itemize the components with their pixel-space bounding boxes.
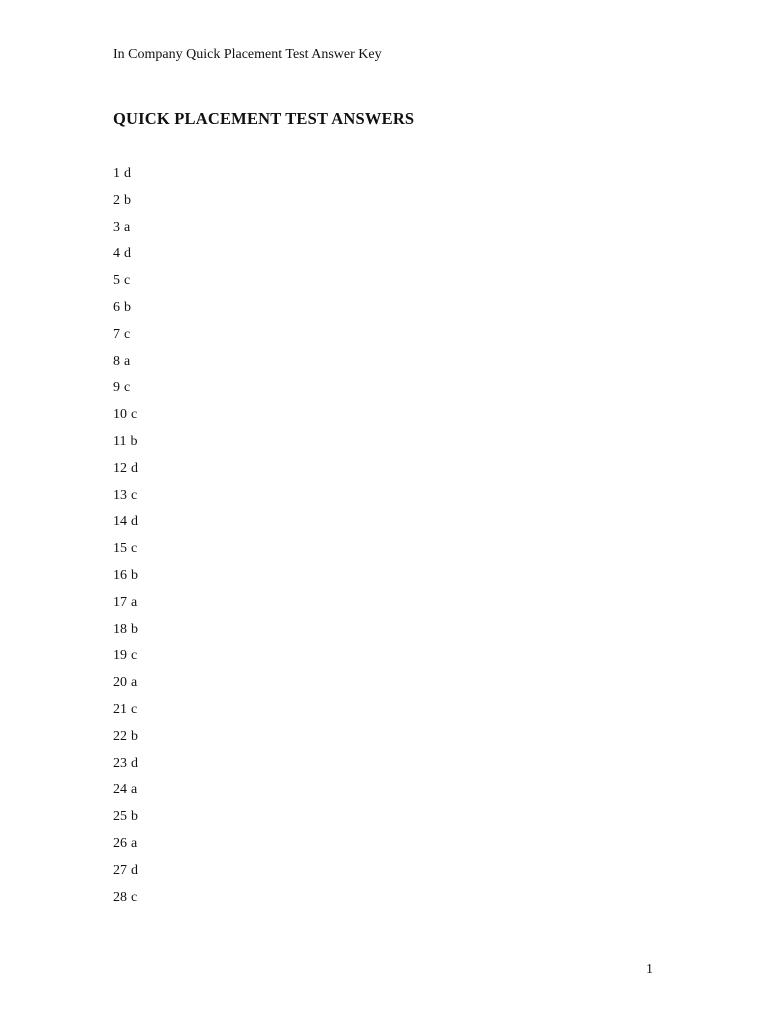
document-title: QUICK PLACEMENT TEST ANSWERS: [113, 109, 415, 128]
question-number: 7: [113, 326, 120, 342]
question-number: 1: [113, 166, 120, 181]
answer-letter: d: [124, 246, 131, 262]
question-number: 2: [113, 192, 120, 208]
question-number: 9: [113, 380, 120, 396]
answer-row: [113, 621, 138, 648]
answer-row: [113, 299, 138, 326]
question-number: 4: [113, 246, 120, 262]
answer-row: [113, 406, 138, 433]
answer-letter: d: [131, 862, 138, 878]
answer-letter: a: [131, 594, 138, 610]
question-number: 23: [113, 755, 127, 771]
answer-row: [113, 192, 138, 219]
answer-letter: a: [124, 219, 131, 235]
answer-row: [113, 379, 138, 406]
answer-letter: b: [124, 299, 131, 315]
answer-letter: b: [124, 192, 131, 208]
answer-letter: c: [124, 380, 131, 396]
answer-row: [113, 808, 138, 835]
answer-letter: b: [131, 567, 138, 583]
answer-letter: b: [130, 433, 138, 449]
answer-letter: a: [131, 675, 138, 691]
question-number: 20: [113, 675, 127, 691]
question-number: 27: [113, 862, 127, 878]
answer-row: [113, 513, 138, 540]
question-number: 24: [113, 782, 127, 798]
answer-letter: c: [124, 326, 131, 342]
answer-row: [113, 781, 138, 808]
question-number: 17: [113, 594, 127, 610]
answer-row: [113, 219, 138, 246]
answer-letter: c: [131, 541, 138, 557]
answer-list: [113, 165, 138, 915]
answer-letter: d: [131, 460, 138, 476]
question-number: 25: [113, 809, 127, 825]
question-number: 26: [113, 835, 127, 851]
answer-row: [113, 835, 138, 862]
answer-letter: c: [131, 487, 138, 503]
question-number: 13: [113, 487, 127, 503]
answer-row: [113, 701, 138, 728]
question-number: 28: [113, 889, 127, 905]
answer-row: [113, 245, 138, 272]
question-number: 8: [113, 353, 120, 369]
running-header: In Company Quick Placement Test Answer Key: [113, 47, 382, 62]
answer-row: [113, 567, 138, 594]
answer-letter: b: [131, 809, 138, 825]
question-number: 18: [113, 621, 127, 637]
answer-row: [113, 165, 138, 192]
answer-row: [113, 433, 138, 460]
question-number: 15: [113, 541, 127, 557]
question-number: 22: [113, 728, 127, 744]
answer-row: [113, 272, 138, 299]
answer-letter: a: [131, 835, 138, 851]
question-number: 16: [113, 567, 127, 583]
answer-row: [113, 353, 138, 380]
answer-row: [113, 594, 138, 621]
answer-letter: c: [131, 701, 138, 717]
answer-row: [113, 755, 138, 782]
answer-letter: a: [124, 353, 131, 369]
question-number: 19: [113, 648, 127, 664]
answer-letter: c: [131, 889, 138, 905]
answer-row: [113, 326, 138, 353]
answer-letter: c: [131, 648, 138, 664]
answer-letter: d: [131, 755, 138, 771]
answer-letter: c: [124, 273, 131, 289]
answer-row: [113, 460, 138, 487]
answer-row: [113, 487, 138, 514]
question-number: 3: [113, 219, 120, 235]
answer-row: [113, 540, 138, 567]
answer-letter: d: [131, 514, 138, 530]
page-number: 1: [646, 962, 653, 977]
answer-row: [113, 647, 138, 674]
question-number: 10: [113, 407, 127, 423]
question-number: 12: [113, 460, 127, 476]
question-number: 11: [113, 433, 127, 449]
answer-letter: b: [131, 728, 138, 744]
answer-row: [113, 728, 138, 755]
question-number: 21: [113, 701, 127, 717]
question-number: 6: [113, 299, 120, 315]
question-number: 5: [113, 273, 120, 289]
answer-letter: d: [124, 166, 131, 181]
answer-row: [113, 862, 138, 889]
question-number: 14: [113, 514, 127, 530]
answer-letter: c: [131, 407, 138, 423]
answer-letter: b: [131, 621, 138, 637]
answer-row: [113, 889, 138, 916]
answer-letter: a: [131, 782, 138, 798]
answer-row: [113, 674, 138, 701]
